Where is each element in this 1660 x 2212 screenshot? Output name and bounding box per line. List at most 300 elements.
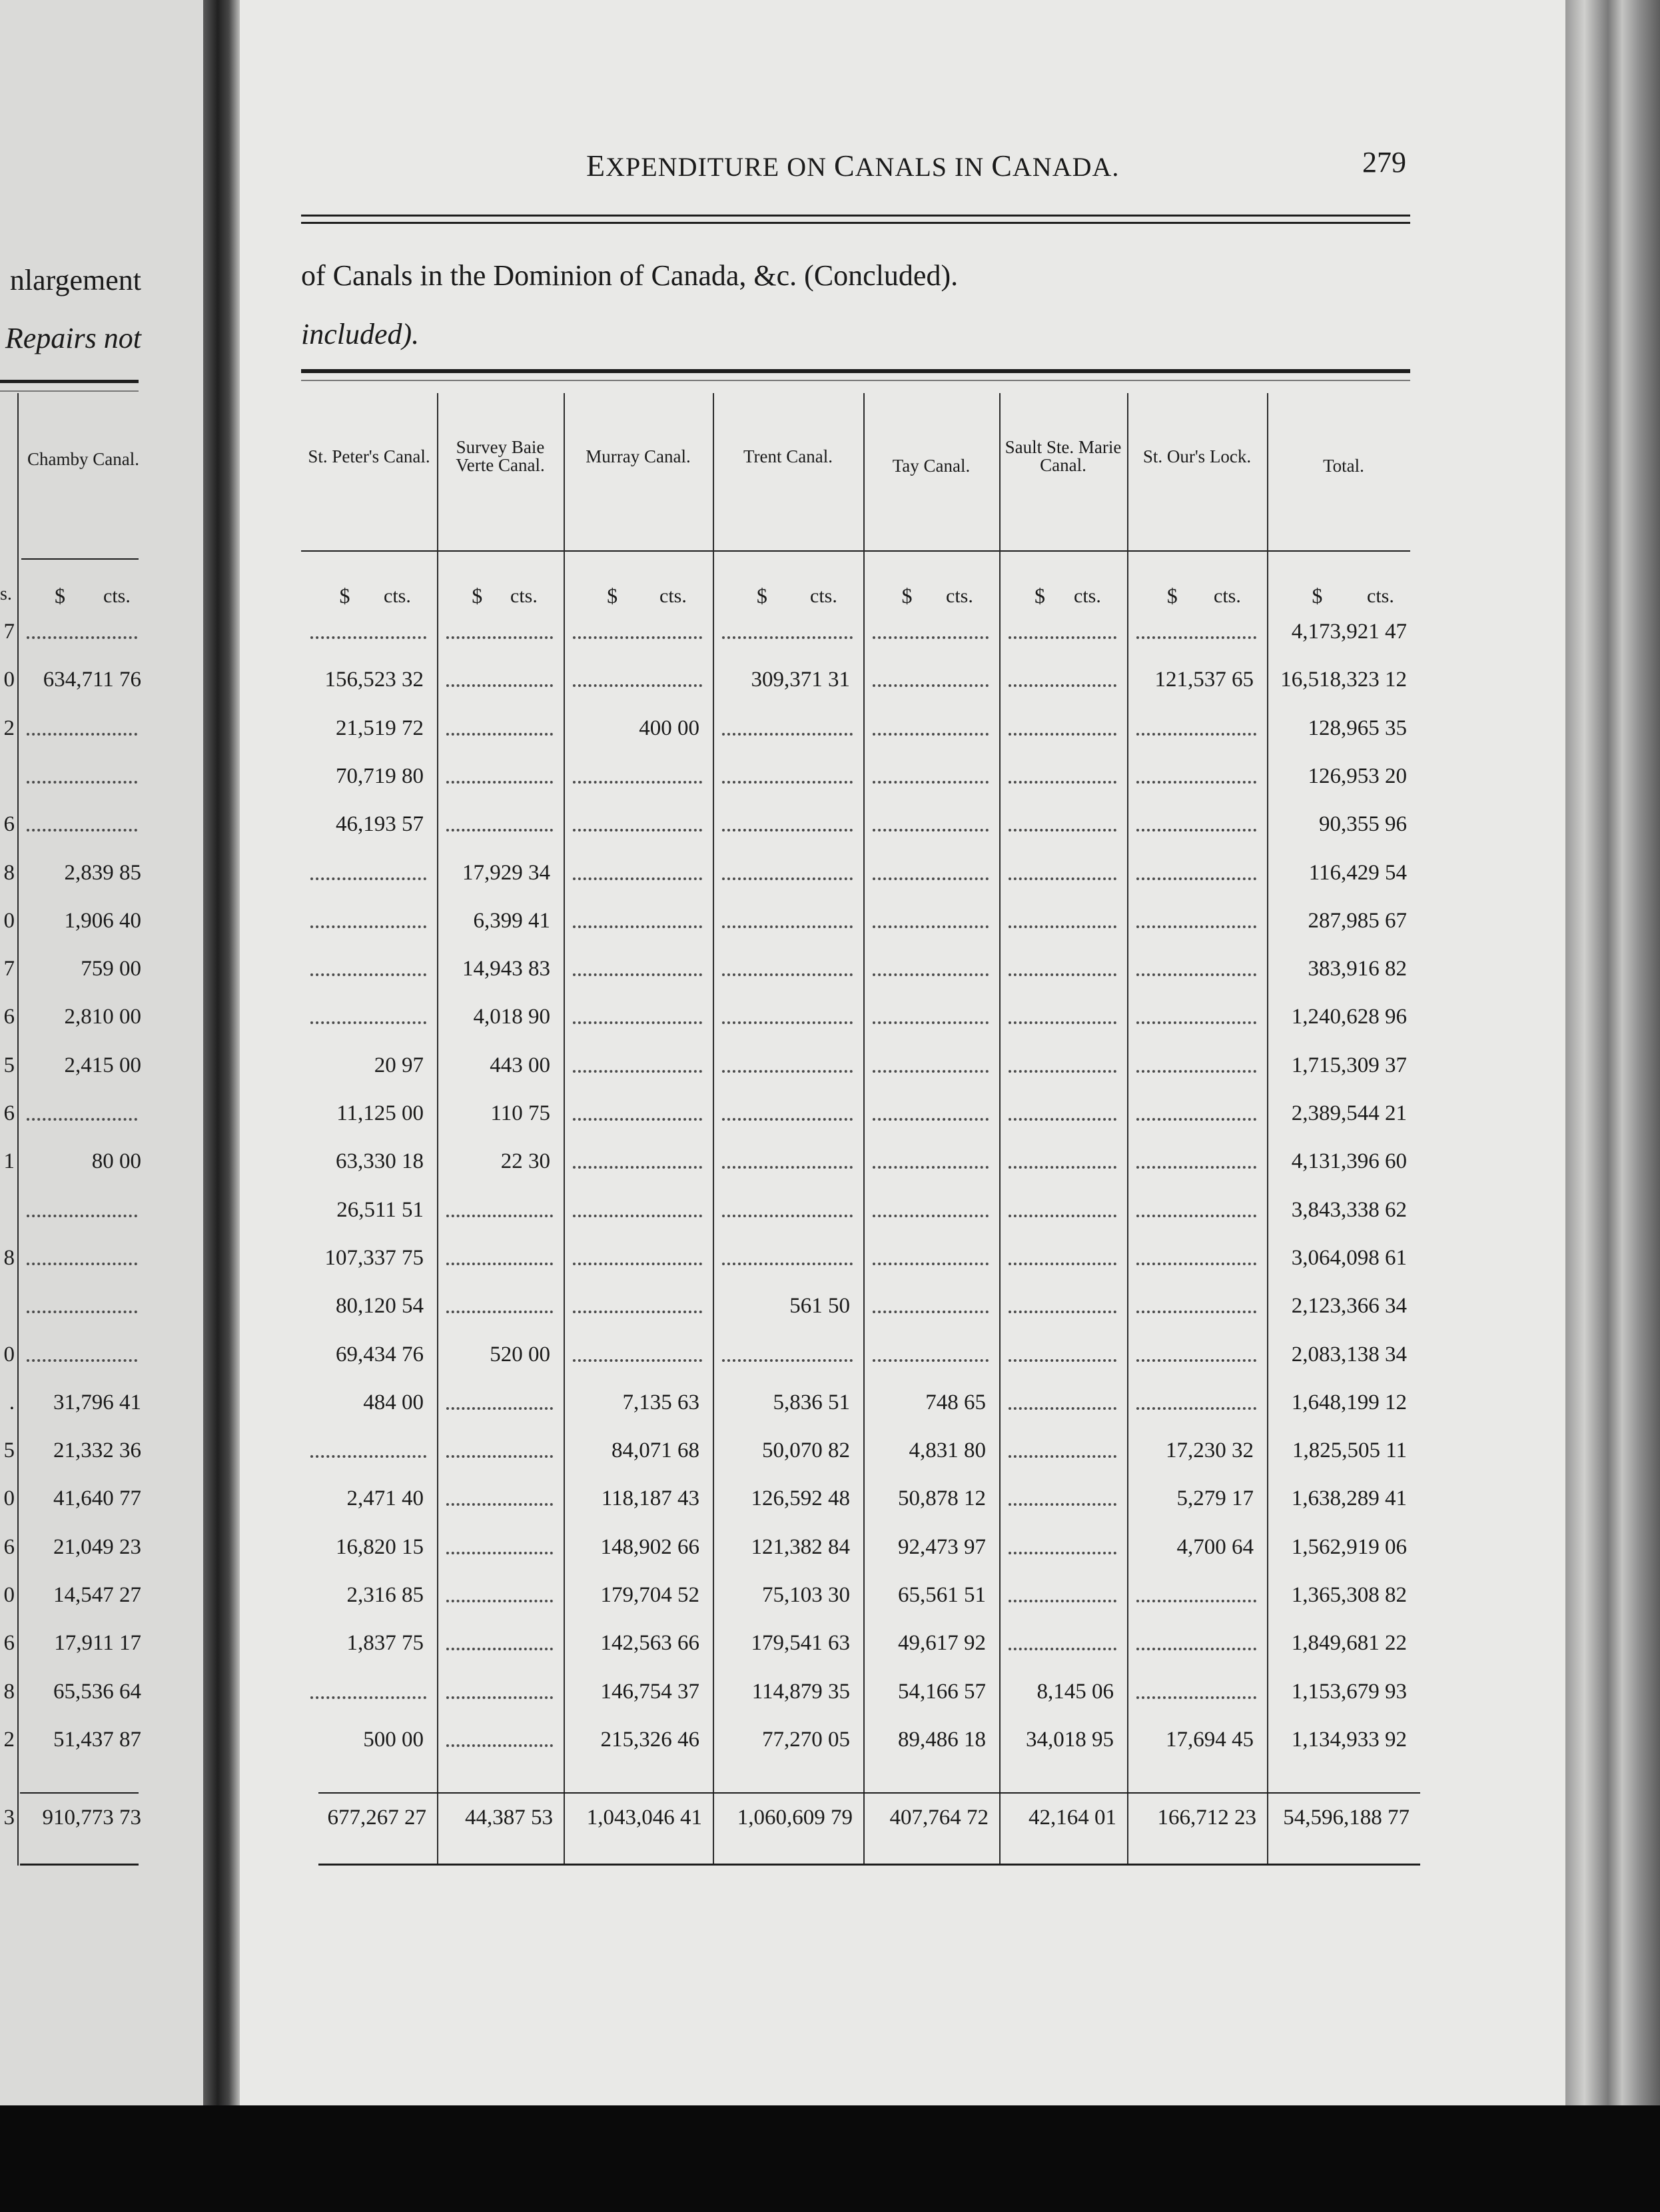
table-cell: 16,820 15 <box>336 1534 424 1559</box>
table-cell: 22 30 <box>500 1149 550 1174</box>
running-head: EXPENDITURE ON CANALS IN CANADA. <box>586 149 1120 183</box>
total-cell: 166,712 23 <box>1157 1806 1256 1830</box>
column-header-7: St. Our's Lock. <box>1142 446 1252 466</box>
leader-dots <box>722 1261 853 1265</box>
leader-dots <box>573 827 702 831</box>
unit-dollar: $ <box>901 584 913 608</box>
unit-dollar: $ <box>1312 584 1323 608</box>
unit-cents: cts. <box>103 585 131 607</box>
table-title: of Canals in the Dominion of Canada, &c. (Concluded). <box>301 259 959 292</box>
table-cell: 287,985 67 <box>1308 908 1407 933</box>
fragment-cell: 7 <box>3 957 15 981</box>
fragment-cell: 3 <box>3 1806 15 1830</box>
leader-dots <box>722 1019 853 1024</box>
total-cell: 677,267 27 <box>327 1806 426 1830</box>
table-cell: 4,700 64 <box>1176 1534 1254 1559</box>
leader-dots <box>310 1694 426 1699</box>
leader-dots <box>722 875 853 880</box>
table-cell: 107,337 75 <box>324 1245 424 1270</box>
table-cell: 3,064,098 61 <box>1291 1245 1407 1270</box>
bottom-rule <box>20 1864 139 1866</box>
total-cell: 54,596,188 77 <box>1283 1806 1410 1830</box>
bottom-rule <box>318 1864 1420 1866</box>
unit-cents: cts. <box>384 585 411 607</box>
leader-dots <box>573 923 702 928</box>
unit-cents: cts. <box>946 585 973 607</box>
table-top-rule <box>301 369 1410 373</box>
table-cell: 443 00 <box>490 1053 550 1077</box>
total-cell: 1,060,609 79 <box>737 1806 853 1830</box>
table-top-rule <box>301 380 1410 381</box>
leader-dots <box>573 875 702 880</box>
leader-dots <box>1009 1405 1116 1410</box>
table-cell: 16,518,323 12 <box>1280 668 1407 692</box>
chamby-total: 910,773 73 <box>42 1806 141 1830</box>
fragment-cell: 2 <box>3 716 15 740</box>
leader-dots <box>310 875 426 880</box>
table-cell: 75,103 30 <box>762 1583 850 1607</box>
leader-dots <box>1136 1116 1256 1121</box>
leader-dots <box>310 1453 426 1458</box>
table-cell: 70,719 80 <box>336 764 424 788</box>
table-cell: 1,638,289 41 <box>1291 1486 1407 1511</box>
unit-dollar: $ <box>607 584 618 608</box>
leader-dots <box>722 731 853 736</box>
table-cell: 1,240,628 96 <box>1291 1005 1407 1029</box>
leader-dots <box>573 971 702 976</box>
leader-dots <box>573 1309 702 1313</box>
table-cell: 69,434 76 <box>336 1342 424 1367</box>
leader-dots <box>873 827 989 831</box>
table-cell: 179,541 63 <box>751 1631 850 1656</box>
leader-dots <box>1136 1309 1256 1313</box>
chamby-cell: 2,839 85 <box>64 860 141 885</box>
table-cell: 80,120 54 <box>336 1294 424 1319</box>
leader-dots <box>722 1164 853 1169</box>
table-cell: 561 50 <box>789 1294 850 1319</box>
column-divider <box>437 393 438 1866</box>
fragment-cell: 1 <box>3 1149 15 1174</box>
header-rule <box>301 222 1410 224</box>
fragment-cell: 5 <box>3 1438 15 1463</box>
leader-dots <box>27 827 137 831</box>
leader-dots <box>1136 779 1256 784</box>
fragment-cell: 8 <box>3 860 15 885</box>
fragment-cell: 0 <box>3 668 15 692</box>
table-cell: 17,929 34 <box>462 860 550 885</box>
leader-dots <box>310 1019 426 1024</box>
fragment-cell: 6 <box>3 1005 15 1029</box>
column-header-8: Total. <box>1323 456 1364 476</box>
fragment-cell: 8 <box>3 1679 15 1704</box>
table-cell: 46,193 57 <box>336 812 424 837</box>
header-bottom-rule <box>301 550 1410 552</box>
chamby-cell: 14,547 27 <box>53 1583 141 1607</box>
leader-dots <box>446 1694 553 1699</box>
leader-dots <box>1136 1598 1256 1602</box>
leader-dots <box>446 731 553 736</box>
table-cell: 49,617 92 <box>898 1631 986 1656</box>
column-header-4: Trent Canal. <box>743 446 833 466</box>
table-cell: 1,715,309 37 <box>1291 1053 1407 1077</box>
unit-cents: cts. <box>1367 585 1394 607</box>
table-cell: 114,879 35 <box>751 1679 850 1704</box>
leader-dots <box>1136 827 1256 831</box>
unit-cents: cts. <box>1214 585 1241 607</box>
leader-dots <box>446 1261 553 1265</box>
leader-dots <box>446 1550 553 1554</box>
leader-dots <box>722 1357 853 1362</box>
leader-dots <box>1136 1694 1256 1699</box>
table-cell: 179,704 52 <box>600 1583 699 1607</box>
leader-dots <box>573 682 702 687</box>
leader-dots <box>1136 1019 1256 1024</box>
table-cell: 1,562,919 06 <box>1291 1534 1407 1559</box>
fragment-cell: 6 <box>3 812 15 837</box>
table-cell: 77,270 05 <box>762 1727 850 1752</box>
table-cell: 5,836 51 <box>773 1390 850 1414</box>
table-cell: 3,843,338 62 <box>1291 1197 1407 1222</box>
fragment-cell: 2 <box>3 1727 15 1752</box>
leader-dots <box>573 1213 702 1217</box>
table-cell: 14,943 83 <box>462 957 550 981</box>
chamby-cell: 31,796 41 <box>53 1390 141 1414</box>
leader-dots <box>27 731 137 736</box>
table-title-continued: included). <box>301 318 420 350</box>
leader-dots <box>722 827 853 831</box>
table-cell: 1,153,679 93 <box>1291 1679 1407 1704</box>
leader-dots <box>27 634 137 639</box>
leader-dots <box>1009 731 1116 736</box>
leader-dots <box>1009 923 1116 928</box>
table-cell: 4,131,396 60 <box>1291 1149 1407 1174</box>
leader-dots <box>446 1453 553 1458</box>
chamby-cell: 17,911 17 <box>54 1631 141 1656</box>
unit-cents: cts. <box>810 585 837 607</box>
leader-dots <box>1136 1164 1256 1169</box>
table-cell: 520 00 <box>490 1342 550 1367</box>
fragment-cell: 6 <box>3 1534 15 1559</box>
column-header-6: Sault Ste. Marie Canal. <box>1005 437 1122 475</box>
leader-dots <box>1136 1405 1256 1410</box>
leader-dots <box>1136 1261 1256 1265</box>
table-cell: 90,355 96 <box>1319 812 1407 837</box>
leader-dots <box>27 779 137 784</box>
column-divider <box>1127 393 1128 1866</box>
table-cell: 21,519 72 <box>336 716 424 740</box>
left-title-fragment: nlargement <box>9 264 141 296</box>
leader-dots <box>1009 875 1116 880</box>
leader-dots <box>27 1116 137 1121</box>
leader-dots <box>1009 1309 1116 1313</box>
table-cell: 6,399 41 <box>473 908 550 933</box>
leader-dots <box>1009 827 1116 831</box>
leader-dots <box>722 1068 853 1073</box>
table-cell: 8,145 06 <box>1037 1679 1114 1704</box>
leader-dots <box>722 923 853 928</box>
leader-dots <box>873 779 989 784</box>
table-cell: 146,754 37 <box>600 1679 699 1704</box>
leader-dots <box>446 634 553 639</box>
fragment-cell: 0 <box>3 1583 15 1607</box>
leader-dots <box>873 1019 989 1024</box>
table-cell: 400 00 <box>639 716 699 740</box>
table-cell: 1,837 75 <box>346 1631 424 1656</box>
leader-dots <box>1009 1357 1116 1362</box>
table-cell: 84,071 68 <box>612 1438 699 1463</box>
leader-dots <box>446 1501 553 1506</box>
book-gutter <box>203 0 240 2105</box>
chamby-cell: 2,415 00 <box>64 1053 141 1077</box>
table-cell: 26,511 51 <box>336 1197 424 1222</box>
chamby-cell: 21,332 36 <box>53 1438 141 1463</box>
leader-dots <box>446 779 553 784</box>
chamby-cell: 1,906 40 <box>64 908 141 933</box>
leader-dots <box>27 1357 137 1362</box>
chamby-cell: 759 00 <box>81 957 141 981</box>
column-header-chamby: Chamby Canal. <box>27 449 139 469</box>
chamby-cell: 2,810 00 <box>64 1005 141 1029</box>
table-cell: 2,123,366 34 <box>1291 1294 1407 1319</box>
leader-dots <box>310 634 426 639</box>
total-cell: 44,387 53 <box>465 1806 553 1830</box>
table-cell: 121,382 84 <box>751 1534 850 1559</box>
leader-dots <box>573 1019 702 1024</box>
leader-dots <box>446 1309 553 1313</box>
table-cell: 121,537 65 <box>1154 668 1254 692</box>
table-cell: 11,125 00 <box>336 1101 424 1125</box>
leader-dots <box>873 1068 989 1073</box>
leader-dots <box>573 1357 702 1362</box>
page-edges <box>1565 0 1660 2105</box>
header-rule <box>301 215 1410 217</box>
table-cell: 50,878 12 <box>898 1486 986 1511</box>
table-cell: 2,083,138 34 <box>1291 1342 1407 1367</box>
left-title-fragment: Repairs not <box>5 322 141 354</box>
leader-dots <box>1009 1598 1116 1602</box>
leader-dots <box>1136 1357 1256 1362</box>
leader-dots <box>1009 971 1116 976</box>
leader-dots <box>1136 1646 1256 1650</box>
chamby-cell: 80 00 <box>91 1149 141 1174</box>
left-header-bottom-rule <box>21 558 139 560</box>
table-cell: 1,134,933 92 <box>1291 1727 1407 1752</box>
table-cell: 5,279 17 <box>1176 1486 1254 1511</box>
fragment-cell: 0 <box>3 1342 15 1367</box>
chamby-cell: 41,640 77 <box>53 1486 141 1511</box>
leader-dots <box>573 1116 702 1121</box>
leader-dots <box>446 1646 553 1650</box>
scan-border <box>0 2105 1660 2212</box>
table-cell: 20 97 <box>374 1053 424 1077</box>
left-table-rule <box>0 390 139 392</box>
table-cell: 1,648,199 12 <box>1291 1390 1407 1414</box>
page-number: 279 <box>1362 146 1406 179</box>
leader-dots <box>1009 682 1116 687</box>
table-cell: 4,018 90 <box>473 1005 550 1029</box>
table-cell: 2,316 85 <box>346 1583 424 1607</box>
total-cell: 42,164 01 <box>1029 1806 1116 1830</box>
table-cell: 500 00 <box>363 1727 424 1752</box>
table-cell: 142,563 66 <box>600 1631 699 1656</box>
fragment-cell: . <box>9 1390 15 1414</box>
leader-dots <box>573 634 702 639</box>
leader-dots <box>1009 1213 1116 1217</box>
unit-cents: cts. <box>659 585 687 607</box>
table-cell: 63,330 18 <box>336 1149 424 1174</box>
leader-dots <box>446 1598 553 1602</box>
leader-dots <box>573 779 702 784</box>
unit-cents: cts. <box>510 585 538 607</box>
table-cell: 1,825,505 11 <box>1292 1438 1407 1463</box>
leader-dots <box>310 923 426 928</box>
unit-dollar: $ <box>472 584 483 608</box>
leader-dots <box>573 1261 702 1265</box>
table-cell: 17,694 45 <box>1166 1727 1254 1752</box>
total-rule <box>20 1792 139 1794</box>
table-cell: 17,230 32 <box>1166 1438 1254 1463</box>
chamby-cell: 21,049 23 <box>53 1534 141 1559</box>
table-cell: 89,486 18 <box>898 1727 986 1752</box>
table-cell: 215,326 46 <box>600 1727 699 1752</box>
table-cell: 34,018 95 <box>1026 1727 1114 1752</box>
unit-dollar: $ <box>756 584 767 608</box>
leader-dots <box>446 827 553 831</box>
table-cell: 148,902 66 <box>600 1534 699 1559</box>
leader-dots <box>1009 1116 1116 1121</box>
leader-dots <box>1009 779 1116 784</box>
column-header-5: Tay Canal. <box>892 456 971 476</box>
unit-dollar: $ <box>1166 584 1178 608</box>
table-cell: 383,916 82 <box>1308 957 1407 981</box>
unit-dollar: $ <box>339 584 350 608</box>
leader-dots <box>722 1116 853 1121</box>
leader-dots <box>1009 1164 1116 1169</box>
leader-dots <box>722 971 853 976</box>
leader-dots <box>722 634 853 639</box>
table-cell: 7,135 63 <box>622 1390 699 1414</box>
leader-dots <box>1009 1550 1116 1554</box>
leader-dots <box>873 971 989 976</box>
table-cell: 156,523 32 <box>324 668 424 692</box>
unit-fragment: s. <box>0 584 12 604</box>
leader-dots <box>722 1213 853 1217</box>
table-cell: 2,471 40 <box>346 1486 424 1511</box>
table-cell: 65,561 51 <box>898 1583 986 1607</box>
table-cell: 2,389,544 21 <box>1291 1101 1407 1125</box>
unit-dollar: $ <box>55 584 65 608</box>
left-table-rule <box>0 380 139 383</box>
leader-dots <box>446 1742 553 1747</box>
leader-dots <box>1136 731 1256 736</box>
column-header-1: St. Peter's Canal. <box>308 446 430 466</box>
fragment-cell: 5 <box>3 1053 15 1077</box>
leader-dots <box>1136 1213 1256 1217</box>
table-cell: 118,187 43 <box>601 1486 699 1511</box>
chamby-cell: 634,711 76 <box>43 668 141 692</box>
leader-dots <box>1009 1068 1116 1073</box>
leader-dots <box>873 1309 989 1313</box>
leader-dots <box>1136 923 1256 928</box>
leader-dots <box>873 1213 989 1217</box>
table-cell: 110 75 <box>490 1101 550 1125</box>
table-cell: 748 65 <box>925 1390 986 1414</box>
total-cell: 1,043,046 41 <box>586 1806 702 1830</box>
leader-dots <box>873 1261 989 1265</box>
leader-dots <box>446 1405 553 1410</box>
table-cell: 4,831 80 <box>909 1438 986 1463</box>
total-rule <box>318 1792 1420 1794</box>
column-header-3: Murray Canal. <box>586 446 691 466</box>
leader-dots <box>27 1309 137 1313</box>
table-cell: 484 00 <box>363 1390 424 1414</box>
table-cell: 1,849,681 22 <box>1291 1631 1407 1656</box>
leader-dots <box>873 634 989 639</box>
leader-dots <box>573 1068 702 1073</box>
leader-dots <box>873 1116 989 1121</box>
leader-dots <box>446 682 553 687</box>
leader-dots <box>873 875 989 880</box>
leader-dots <box>1009 1646 1116 1650</box>
leader-dots <box>1009 634 1116 639</box>
unit-cents: cts. <box>1074 585 1101 607</box>
leader-dots <box>1136 875 1256 880</box>
leader-dots <box>27 1261 137 1265</box>
unit-dollar: $ <box>1034 584 1045 608</box>
leader-dots <box>446 1213 553 1217</box>
leader-dots <box>873 1357 989 1362</box>
table-cell: 1,365,308 82 <box>1291 1583 1407 1607</box>
leader-dots <box>873 682 989 687</box>
column-divider <box>999 393 1001 1866</box>
leader-dots <box>873 731 989 736</box>
leader-dots <box>1009 1019 1116 1024</box>
leader-dots <box>573 1164 702 1169</box>
column-header-2: Survey Baie Verte Canal. <box>456 437 545 475</box>
fragment-cell: 0 <box>3 1486 15 1511</box>
leader-dots <box>1136 971 1256 976</box>
fragment-cell: 0 <box>3 908 15 933</box>
leader-dots <box>1009 1453 1116 1458</box>
table-cell: 54,166 57 <box>898 1679 986 1704</box>
leader-dots <box>1009 1261 1116 1265</box>
leader-dots <box>722 779 853 784</box>
leader-dots <box>1136 634 1256 639</box>
fragment-cell: 6 <box>3 1101 15 1125</box>
chamby-cell: 51,437 87 <box>53 1727 141 1752</box>
table-cell: 126,953 20 <box>1308 764 1407 788</box>
table-cell: 126,592 48 <box>751 1486 850 1511</box>
table-cell: 128,965 35 <box>1308 716 1407 740</box>
table-cell: 116,429 54 <box>1308 860 1407 885</box>
leader-dots <box>1009 1501 1116 1506</box>
chamby-cell: 65,536 64 <box>53 1679 141 1704</box>
table-cell: 309,371 31 <box>751 668 850 692</box>
table-cell: 4,173,921 47 <box>1291 620 1407 644</box>
table-cell: 50,070 82 <box>762 1438 850 1463</box>
fragment-cell: 7 <box>3 620 15 644</box>
leader-dots <box>1136 1068 1256 1073</box>
leader-dots <box>27 1213 137 1217</box>
leader-dots <box>873 923 989 928</box>
leader-dots <box>873 1164 989 1169</box>
fragment-cell: 8 <box>3 1245 15 1270</box>
fragment-cell: 6 <box>3 1631 15 1656</box>
leader-dots <box>310 971 426 976</box>
column-divider <box>17 393 19 1866</box>
total-cell: 407,764 72 <box>889 1806 989 1830</box>
table-cell: 92,473 97 <box>898 1534 986 1559</box>
